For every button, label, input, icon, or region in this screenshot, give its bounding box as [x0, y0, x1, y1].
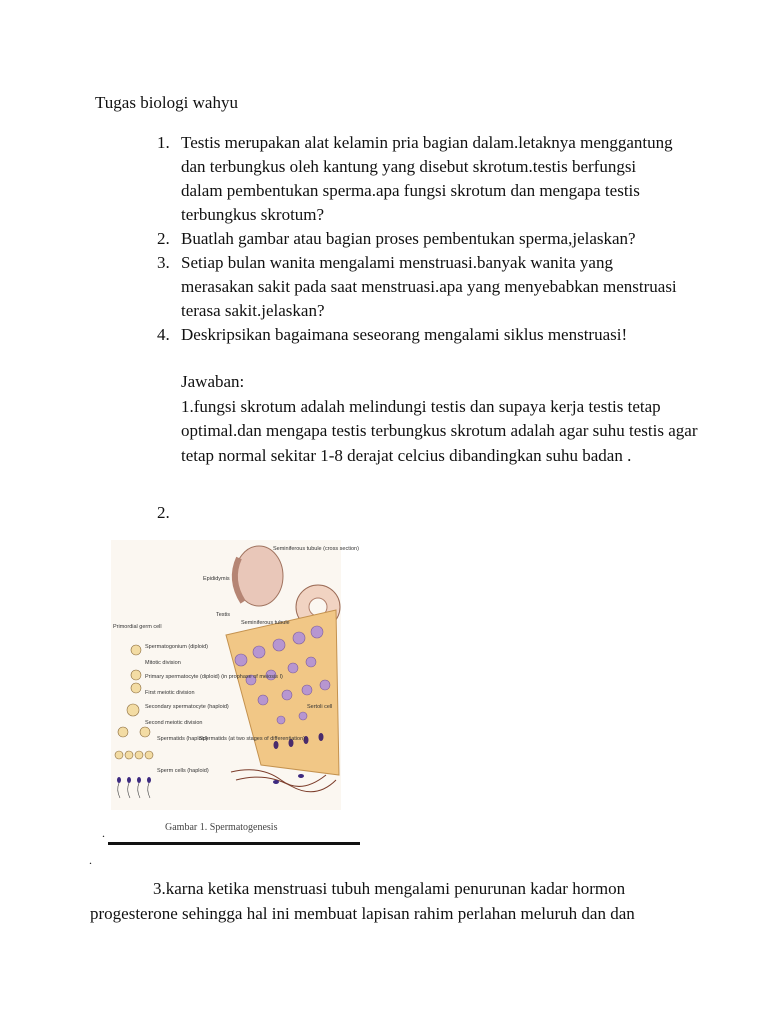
answer-2-number: 2. — [157, 503, 170, 522]
question-number: 3. — [157, 253, 170, 272]
question-item — [157, 251, 677, 323]
spermatogenesis-diagram — [111, 540, 359, 810]
question-text: Deskripsikan bagaimana seseorang mengalami siklus menstruasi! — [181, 325, 628, 344]
label-primordial: Primordial germ cell — [113, 624, 162, 630]
label-secondary: Secondary spermatocyte (haploid) — [145, 704, 229, 710]
label-second-meiotic: Second meiotic division — [145, 720, 203, 726]
question-item — [157, 227, 677, 251]
label-testis: Testis — [216, 612, 231, 618]
question-number: 1. — [157, 133, 170, 152]
spermatogenesis-figure — [111, 540, 359, 810]
question-number: 2. — [157, 229, 170, 248]
question-list — [157, 131, 677, 347]
stray-dot: . — [89, 853, 92, 867]
label-spermatids-a: Spermatids (haploid) — [157, 736, 208, 742]
label-first-meiotic: First meiotic division — [145, 690, 195, 696]
question-text: Setiap bulan wanita mengalami menstruasi.banyak wanita yang merasakan sakit pada saat menstruasi.apa yang menyebabkan menstruasi terasa sakit.jelaskan? — [181, 253, 677, 320]
label-primary: Primary spermatocyte (diploid) (in prophase of meiosis I) — [145, 674, 283, 680]
label-spermatids-b: Spermatids (at two stages of differentiation) — [199, 736, 305, 742]
answer-block — [181, 370, 701, 468]
question-text: Buatlah gambar atau bagian proses pembentukan sperma,jelaskan? — [181, 229, 636, 248]
answer-1-text: 1.fungsi skrotum adalah melindungi testis dan supaya kerja testis tetap optimal.dan mengapa testis terbungkus skrotum adalah agar suhu testis agar tetap normal sekitar 1-8 derajat celcius dibandingkan suhu badan . — [181, 396, 698, 465]
question-item — [157, 323, 677, 347]
document-title: Tugas biologi wahyu — [95, 93, 238, 112]
label-epididymis: Epididymis — [203, 576, 230, 582]
label-seminiferous-cross: Seminiferous tubule (cross section) — [273, 546, 359, 552]
question-item — [157, 131, 677, 227]
caption-underline — [108, 842, 360, 845]
label-sperm-cells: Sperm cells (haploid) — [157, 768, 209, 774]
label-seminiferous-tubule: Seminiferous tubule — [241, 620, 290, 626]
label-spermatogonium: Spermatogonium (diploid) — [145, 644, 208, 650]
answer-3-text: 3.karna ketika menstruasi tubuh mengalami penurunan kadar hormon progesterone sehingga hal ini membuat lapisan rahim perlahan meluruh dan dan — [90, 879, 635, 923]
question-text: Testis merupakan alat kelamin pria bagian dalam.letaknya menggantung dan terbungkus oleh kantung yang disebut skrotum.testis berfungsi dalam pembentukan sperma.apa fungsi skrotum dan mengapa testis terbungkus skrotum? — [181, 133, 673, 224]
caption-dot: . — [102, 826, 105, 840]
lineage-sperm — [117, 777, 151, 783]
label-sertoli: Sertoli cell — [307, 704, 333, 710]
answer-3-paragraph — [90, 876, 690, 926]
figure-caption: Gambar 1. Spermatogenesis — [165, 822, 278, 833]
question-number: 4. — [157, 325, 170, 344]
answer-label: Jawaban: — [181, 372, 245, 391]
label-mitotic: Mitotic division — [145, 660, 181, 666]
